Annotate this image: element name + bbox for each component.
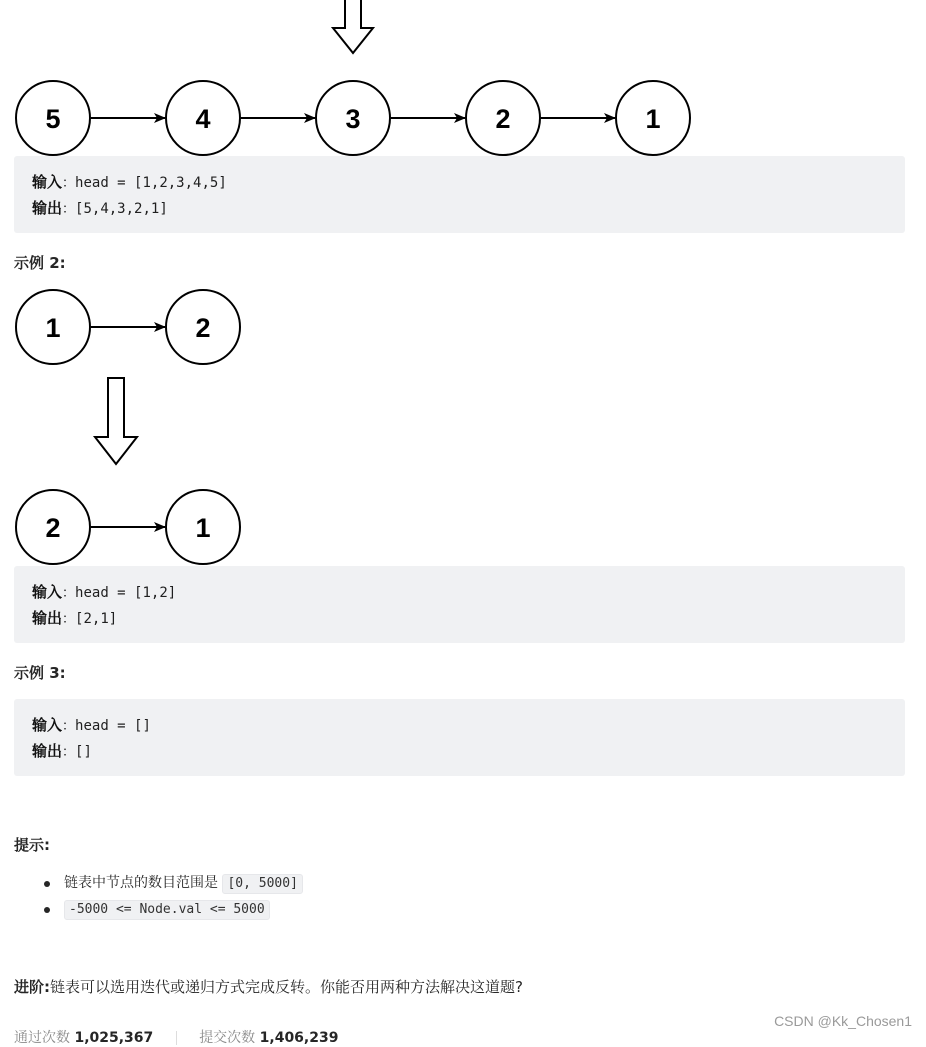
list-node <box>466 81 540 155</box>
output-line: 输出：[2,1] <box>32 609 118 627</box>
input-value: head = [1,2,3,4,5] <box>75 175 227 191</box>
example3-heading: 示例 3: <box>14 664 66 682</box>
list-node <box>16 81 90 155</box>
list-node <box>616 81 690 155</box>
svg-text:2: 2 <box>45 513 61 543</box>
watermark: CSDN @Kk_Chosen1 <box>774 1013 912 1029</box>
example1-io-box <box>14 156 905 233</box>
svg-text:1: 1 <box>45 313 61 343</box>
svg-text:1: 1 <box>195 513 211 543</box>
svg-text:2: 2 <box>495 104 511 134</box>
example2-heading: 示例 2: <box>14 254 66 272</box>
input-line: 输入：head = [1,2,3,4,5] <box>32 173 227 191</box>
output-label: 输出 <box>32 609 63 627</box>
input-line: 输入：head = [] <box>32 716 151 734</box>
hint-code: [0, 5000] <box>222 874 302 894</box>
svg-text:5: 5 <box>45 104 61 134</box>
followup-paragraph <box>14 976 523 997</box>
svg-text:1: 1 <box>645 104 661 134</box>
example2-io-box <box>14 566 905 643</box>
hint-code: -5000 <= Node.val <= 5000 <box>64 900 270 920</box>
followup-text: 链表可以选用迭代或递归方式完成反转。你能否用两种方法解决这道题? <box>50 978 523 996</box>
submitted-label: 提交次数 <box>199 1030 256 1046</box>
list-node <box>16 490 90 564</box>
list-node <box>316 81 390 155</box>
input-label: 输入 <box>32 173 63 191</box>
hint-text: 链表中节点的数目范围是 <box>64 875 218 891</box>
svg-text:4: 4 <box>195 104 211 134</box>
submitted-value: 1,406,239 <box>259 1030 339 1046</box>
accepted-value: 1,025,367 <box>74 1030 154 1046</box>
accepted-label: 通过次数 <box>14 1030 70 1046</box>
output-value: [] <box>75 744 92 760</box>
output-label: 输出 <box>32 199 63 217</box>
list-node <box>166 290 240 364</box>
input-value: head = [1,2] <box>75 585 177 601</box>
hints-heading: 提示: <box>14 836 50 854</box>
list-node <box>16 290 90 364</box>
output-line: 输出：[5,4,3,2,1] <box>32 199 168 217</box>
reverse-down-arrow-2 <box>95 378 137 464</box>
svg-text:2: 2 <box>195 313 211 343</box>
submission-stats <box>14 1027 338 1047</box>
input-value: head = [] <box>75 718 151 734</box>
output-value: [5,4,3,2,1] <box>75 201 168 217</box>
reverse-down-arrow-1 <box>333 0 373 53</box>
svg-text:3: 3 <box>345 104 361 134</box>
input-label: 输入 <box>32 583 63 601</box>
output-label: 输出 <box>32 742 63 760</box>
stats-divider <box>176 1031 177 1045</box>
list-node <box>166 490 240 564</box>
input-line: 输入：head = [1,2] <box>32 583 177 601</box>
output-line: 输出：[] <box>32 742 92 760</box>
example3-io-box <box>14 699 905 776</box>
output-value: [2,1] <box>75 611 118 627</box>
list-node <box>166 81 240 155</box>
followup-label: 进阶: <box>14 978 50 996</box>
input-label: 输入 <box>32 716 63 734</box>
